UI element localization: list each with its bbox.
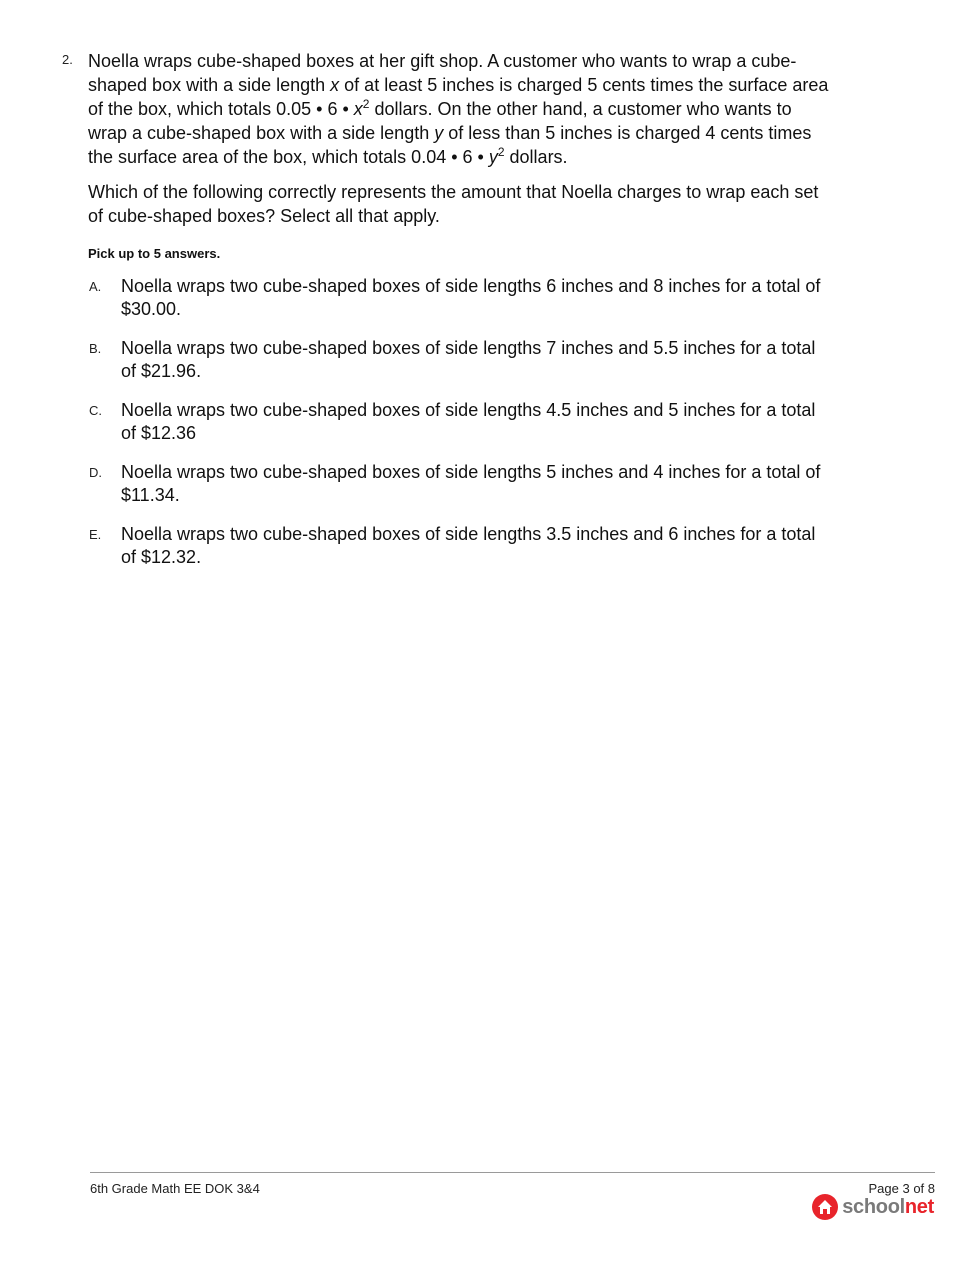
answer-options [88,275,832,569]
option-text: Noella wraps two cube-shaped boxes of side lengths 6 inches and 8 inches for a total of $30.00. [121,276,821,319]
page-number: Page 3 of 8 [868,1181,935,1196]
exponent-2: 2 [497,145,505,159]
option-b[interactable] [88,337,821,383]
answer-instruction: Pick up to 5 answers. [88,246,221,261]
option-letter: D. [89,465,102,480]
variable-x: x [330,75,340,95]
stem-text-4: of less than 5 inches is charged 4 cents times the surface area of the box, which totals 0.04 • 6 • [88,123,812,167]
option-c[interactable] [88,399,821,445]
schoolnet-logo [812,1194,934,1220]
logo-text-school: school [842,1196,905,1218]
option-letter: A. [89,279,102,294]
question-prompt: Which of the following correctly represents the amount that Noella charges to wrap each set of cube-shaped boxes? Select all that apply. [88,182,819,226]
option-e[interactable] [88,523,821,569]
option-a[interactable] [88,275,821,321]
exponent-1: 2 [362,97,370,111]
option-text: Noella wraps two cube-shaped boxes of side lengths 4.5 inches and 5 inches for a total of $12.36 [121,400,816,443]
house-icon [812,1194,838,1220]
option-text: Noella wraps two cube-shaped boxes of side lengths 5 inches and 4 inches for a total of $11.34. [121,462,821,505]
footer-divider [90,1172,935,1173]
stem-text-2: of at least 5 inches is charged 5 cents times the surface area of the box, which totals 0.05 • 6 • [88,75,829,119]
stem-text-3: dollars. On the other hand, a customer who wants to wrap a cube-shaped box with a side length [88,99,792,143]
option-letter: C. [89,403,102,418]
option-text: Noella wraps two cube-shaped boxes of side lengths 7 inches and 5.5 inches for a total of $21.96. [121,338,816,381]
option-text: Noella wraps two cube-shaped boxes of side lengths 3.5 inches and 6 inches for a total of $12.32. [121,524,816,567]
logo-text [842,1194,934,1220]
question-number: 2. [62,52,73,67]
logo-text-net: net [904,1196,934,1218]
option-d[interactable] [88,461,821,507]
question-stem [88,49,832,169]
footer-title: 6th Grade Math EE DOK 3&4 [90,1181,260,1196]
option-letter: E. [89,527,102,542]
variable-y-squared: y [488,147,498,167]
question-body [88,49,832,228]
variable-y: y [434,123,444,143]
option-letter: B. [89,341,102,356]
variable-x-squared: x [353,99,363,119]
stem-text-1: Noella wraps cube-shaped boxes at her gift shop. A customer who wants to wrap a cube-shaped box with a side length [88,51,797,95]
stem-text-5: dollars. [504,147,568,167]
question-2 [62,49,832,585]
